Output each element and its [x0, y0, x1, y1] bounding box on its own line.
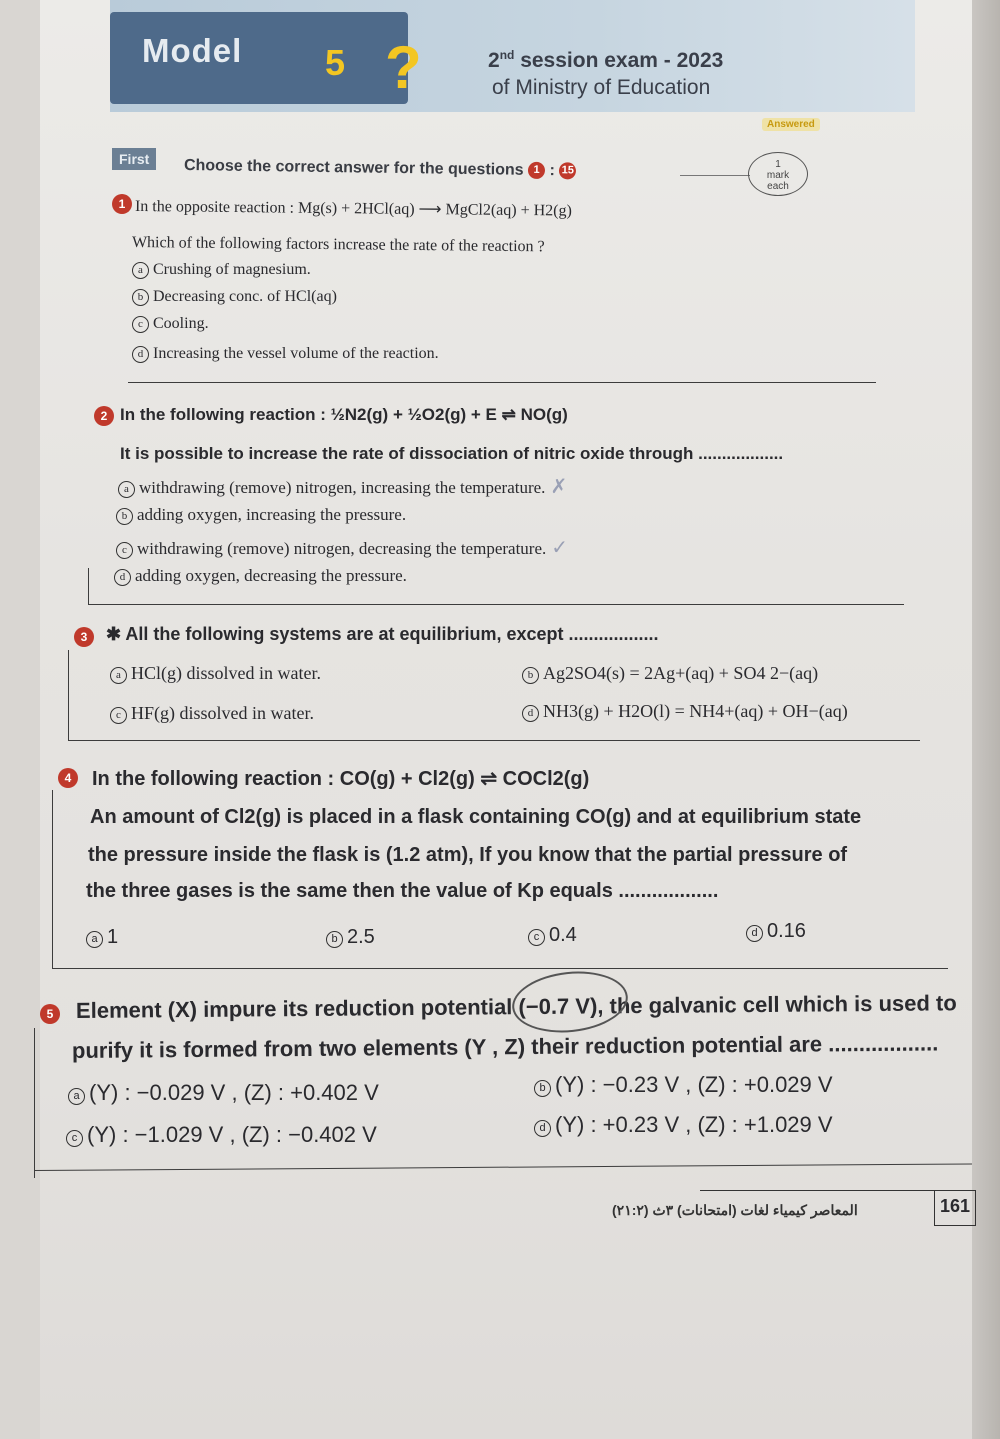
q1-option-d[interactable]: d Increasing the vessel volume of the reaction.: [132, 345, 439, 363]
check-mark-icon: ✓: [546, 537, 569, 559]
q1-option-c[interactable]: c Cooling.: [132, 315, 209, 333]
q2-bracket: [88, 568, 89, 604]
q3-option-d[interactable]: d NH3(g) + H2O(l) = NH4+(aq) + OH−(aq): [522, 701, 848, 722]
model-title: Model: [142, 32, 243, 69]
q4-option-c[interactable]: c 0.4: [528, 924, 577, 947]
mark-badge: 1 mark each: [748, 152, 808, 196]
q3-bracket: [68, 650, 69, 740]
q4-option-b[interactable]: b 2.5: [326, 926, 375, 949]
question-number-3: 3: [74, 627, 94, 647]
section-instruction: Choose the correct answer for the questions 1 : 15: [184, 157, 577, 180]
q1-question: Which of the following factors increase the rate of the reaction ?: [131, 234, 545, 256]
q2-option-c[interactable]: c withdrawing (remove) nitrogen, decreasing the temperature. ✓: [116, 535, 568, 560]
q5-bracket: [34, 1028, 35, 1178]
q4-option-a[interactable]: a 1: [86, 926, 118, 949]
q2-question: It is possible to increase the rate of dissociation of nitric oxide through ..................: [120, 444, 784, 463]
question-mark-icon: ?: [385, 34, 422, 101]
page-edge: [972, 0, 1000, 1439]
instruction-divider: [680, 175, 750, 176]
q2-divider: [88, 604, 904, 605]
q5-option-d[interactable]: d (Y) : +0.23 V , (Z) : +1.029 V: [534, 1112, 833, 1138]
question-number-1: 1: [112, 194, 132, 214]
q4-bracket: [52, 790, 53, 968]
section-tag: First: [112, 148, 156, 170]
footer-book-title: المعاصر كيمياء لغات (امتحانات) ٣ث (٢١:٢): [612, 1202, 858, 1218]
q5-line-1: Element (X) impure its reduction potential (−0.7 V), the galvanic cell which is used to: [75, 990, 957, 1023]
q3-option-b[interactable]: b Ag2SO4(s) = 2Ag+(aq) + SO4 2−(aq): [522, 663, 818, 684]
footer-line: [700, 1190, 934, 1191]
q4-line-3: the pressure inside the flask is (1.2 atm), If you know that the partial pressure of: [88, 844, 848, 866]
q2-option-b[interactable]: b adding oxygen, increasing the pressure.: [116, 505, 406, 525]
q5-line-2: purify it is formed from two elements (Y , Z) their reduction potential are ..................: [71, 1030, 939, 1063]
ministry-subtitle: of Ministry of Education: [492, 76, 711, 99]
q2-option-d[interactable]: d adding oxygen, decreasing the pressure.: [114, 566, 407, 586]
q4-line-4: the three gases is the same then the value of Kp equals ..................: [86, 880, 719, 902]
q5-option-a[interactable]: a (Y) : −0.029 V , (Z) : +0.402 V: [68, 1080, 379, 1106]
q3-divider: [68, 740, 920, 741]
q4-line-2: An amount of Cl2(g) is placed in a flask containing CO(g) and at equilibrium state: [90, 806, 862, 828]
q5-option-c[interactable]: c (Y) : −1.029 V , (Z) : −0.402 V: [66, 1122, 377, 1148]
question-number-5: 5: [40, 1004, 60, 1024]
q1-option-b[interactable]: b Decreasing conc. of HCl(aq): [132, 288, 337, 306]
q2-option-a[interactable]: a withdrawing (remove) nitrogen, increasing the temperature. ✗: [118, 474, 567, 499]
q3-option-c[interactable]: c HF(g) dissolved in water.: [110, 703, 314, 724]
q4-option-d[interactable]: d 0.16: [746, 920, 806, 943]
answered-badge: Answered: [762, 118, 820, 131]
q1-option-a[interactable]: a Crushing of magnesium.: [132, 261, 311, 279]
q1-divider: [128, 382, 876, 383]
cross-mark-icon: ✗: [545, 476, 568, 498]
model-number: 5: [325, 42, 346, 83]
session-title: 2nd session exam - 2023: [488, 48, 724, 72]
question-number-4: 4: [58, 768, 78, 788]
question-number-2: 2: [94, 406, 114, 426]
page-number: 161: [940, 1196, 971, 1216]
q1-stem: In the opposite reaction : Mg(s) + 2HCl(aq) ⟶ MgCl2(aq) + H2(g): [134, 198, 572, 220]
q2-stem: In the following reaction : ½N2(g) + ½O2(g) + E ⇌ NO(g): [120, 405, 568, 424]
q4-stem: In the following reaction : CO(g) + Cl2(g) ⇌ COCl2(g): [92, 768, 590, 790]
q3-option-a[interactable]: a HCl(g) dissolved in water.: [110, 663, 321, 684]
q4-divider: [52, 968, 948, 969]
q3-stem: ✱ All the following systems are at equilibrium, except ..................: [106, 624, 659, 644]
q5-option-b[interactable]: b (Y) : −0.23 V , (Z) : +0.029 V: [534, 1072, 833, 1098]
